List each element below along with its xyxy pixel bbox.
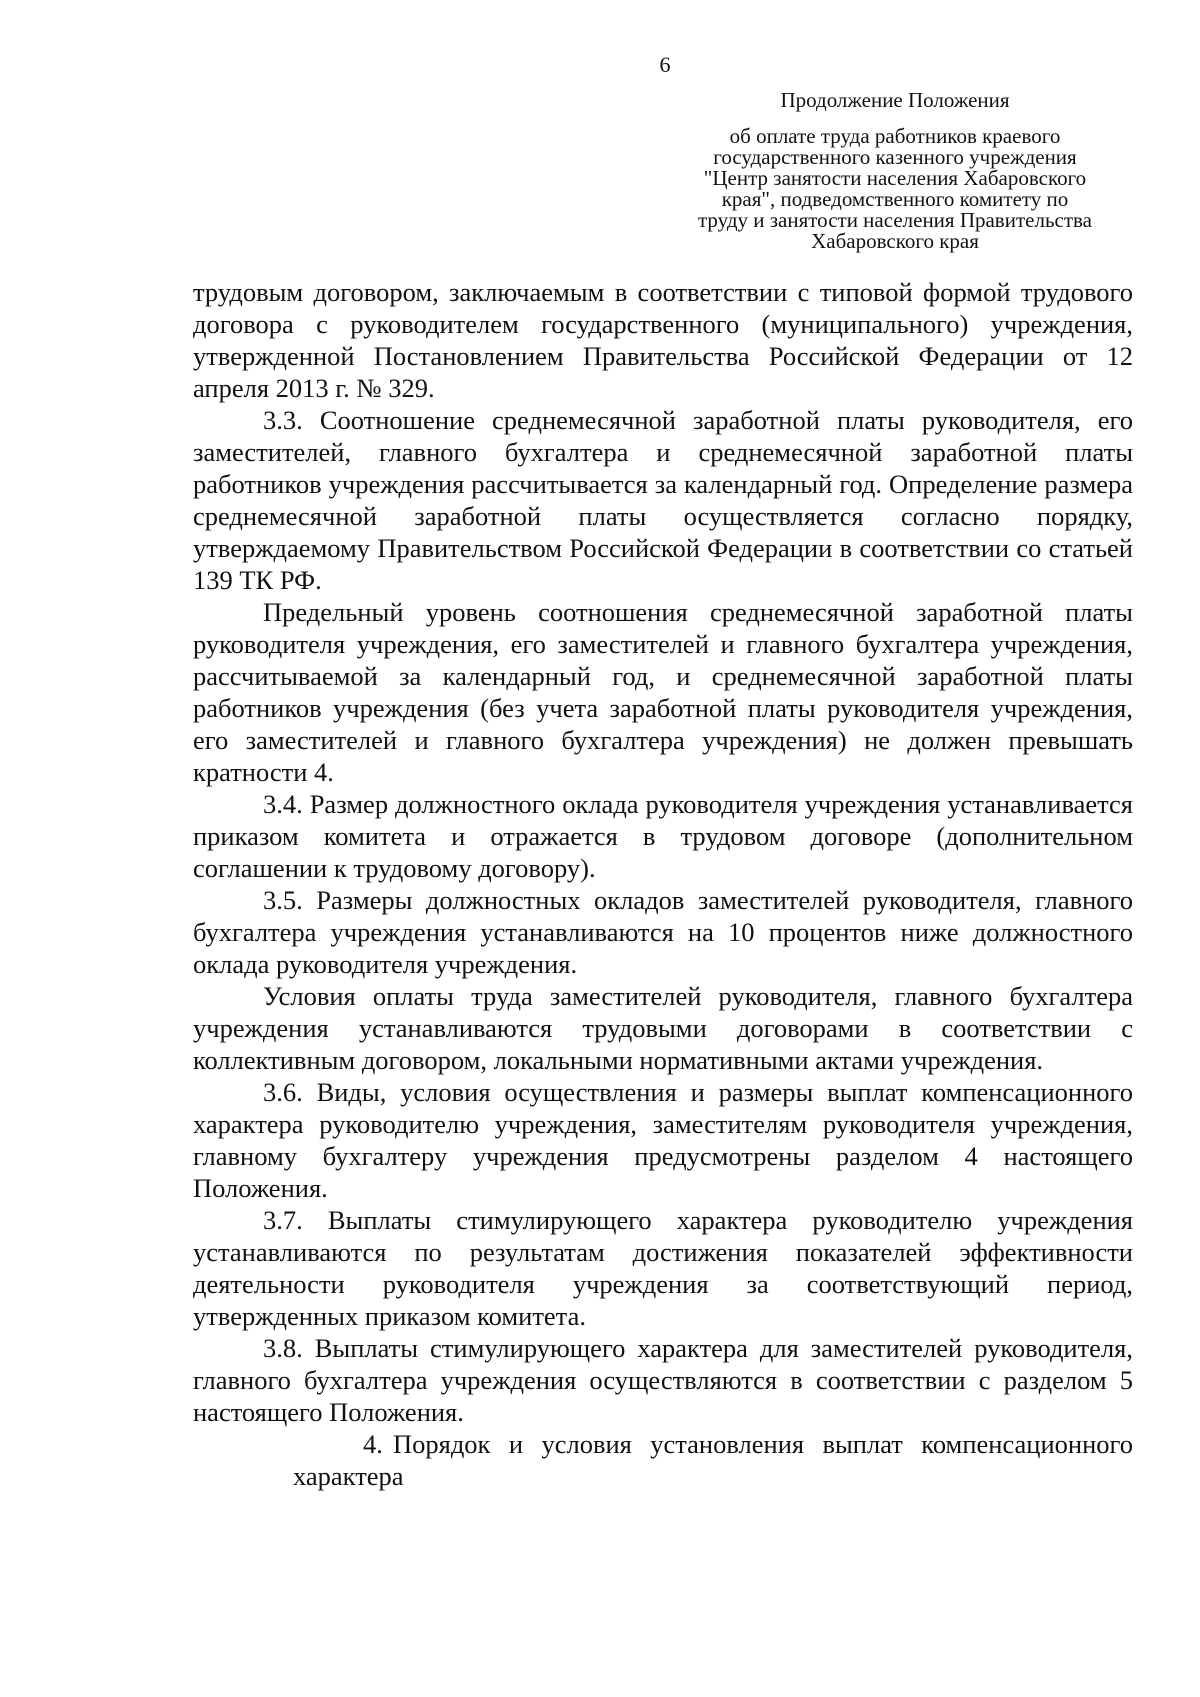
header-line: государственного казенного учреждения xyxy=(713,145,1077,169)
header-title: Продолжение Положения xyxy=(780,88,1010,112)
header-line: "Центр занятости населения Хабаровского xyxy=(703,166,1087,190)
paragraph-continuation: трудовым договором, заключаемым в соответствии с типовой формой трудового договора с руководителем государственного (муниципального) учреждения, утвержденной Постановлением Правительства Российской Федерации от 12 апреля 2013 г. № 329. xyxy=(193,277,1133,403)
section-number: 4. xyxy=(363,1429,383,1459)
paragraph-3-4: 3.4. Размер должностного оклада руководителя учреждения устанавливается приказом комитета и отражается в трудовом договоре (дополнительном соглашении к трудовому договору). xyxy=(193,789,1133,883)
section-title: Порядок и условия установления выплат компенсационного характера xyxy=(293,1429,1133,1491)
body-text xyxy=(193,276,1133,1492)
paragraph-3-7: 3.7. Выплаты стимулирующего характера руководителю учреждения устанавливаются по результатам достижения показателей эффективности деятельности руководителя учреждения за соответствующий период, утвержденных приказом комитета. xyxy=(193,1205,1133,1331)
section-heading xyxy=(193,1428,1133,1492)
page-number: 6 xyxy=(659,52,671,77)
header-line: труду и занятости населения Правительства xyxy=(698,208,1092,232)
paragraph-3-5: 3.5. Размеры должностных окладов заместителей руководителя, главного бухгалтера учреждения устанавливаются на 10 процентов ниже должностного оклада руководителя учреждения. xyxy=(193,885,1133,979)
header-block xyxy=(640,88,1150,252)
paragraph-3-3: 3.3. Соотношение среднемесячной заработной платы руководителя, его заместителей, главного бухгалтера и среднемесячной заработной платы работников учреждения рассчитывается за календарный год. Определение размера среднемесячной заработной платы осуществляется согласно порядку, утверждаемому Правительством Российской Федерации в соответствии со статьей 139 ТК РФ. xyxy=(193,405,1133,595)
paragraph-3-6: 3.6. Виды, условия осуществления и размеры выплат компенсационного характера руководителю учреждения, заместителям руководителя учреждения, главному бухгалтеру учреждения предусмотрены разделом 4 настоящего Положения. xyxy=(193,1077,1133,1203)
paragraph-deputy-conditions: Условия оплаты труда заместителей руководителя, главного бухгалтера учреждения устанавливаются трудовыми договорами в соответствии с коллективным договором, локальными нормативными актами учреждения. xyxy=(193,981,1133,1075)
paragraph-3-8: 3.8. Выплаты стимулирующего характера для заместителей руководителя, главного бухгалтера учреждения осуществляются в соответствии с разделом 5 настоящего Положения. xyxy=(193,1333,1133,1427)
header-line: края", подведомственного комитету по xyxy=(721,187,1069,211)
header-line: Хабаровского края xyxy=(811,229,979,253)
header-line: об оплате труда работников краевого xyxy=(729,124,1061,148)
paragraph-limit-ratio: Предельный уровень соотношения среднемесячной заработной платы руководителя учреждения, его заместителей и главного бухгалтера учреждения, рассчитываемой за календарный год, и среднемесячной заработной платы работников учреждения (без учета заработной платы руководителя учреждения, его заместителей и главного бухгалтера учреждения) не должен превышать кратности 4. xyxy=(193,597,1133,787)
